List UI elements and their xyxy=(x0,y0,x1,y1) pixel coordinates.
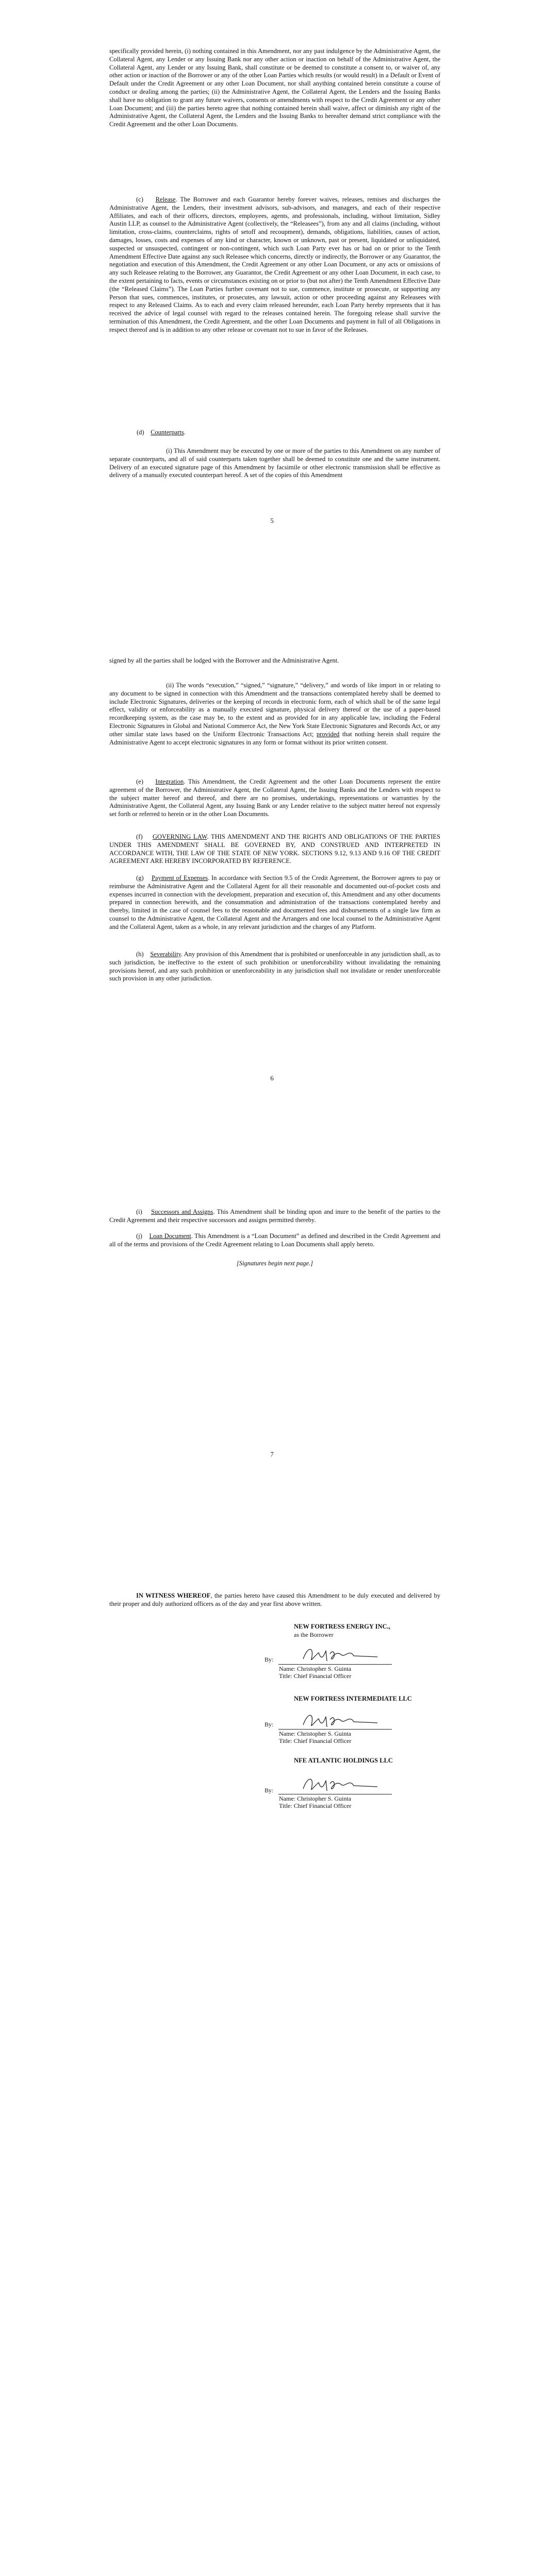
clause-heading: Release xyxy=(155,196,176,203)
clause-heading: Integration xyxy=(155,778,184,785)
handwritten-signature xyxy=(300,1709,383,1731)
page-number: 5 xyxy=(270,517,274,524)
paragraph-d-i: (i) This Amendment may be executed by one or more of the parties to this Amendment on any number of separate counterparts, and all of said counterparts taken together shall be deemed to constitute one and the same instrument. Delivery of an executed signature page of this Amendment by facsimile or other electronic transmission shall be effective as delivery of a manually executed counterpart hereof. A set of the copies of this Amendment xyxy=(109,447,440,479)
clause-heading: Counterparts xyxy=(151,429,184,436)
witness-paragraph xyxy=(109,1592,440,1608)
clause-text: . THIS AMENDMENT AND THE RIGHTS AND OBLIGATIONS OF THE PARTIES UNDER THIS AMENDMENT SHALL BE GOVERNED BY, AND CONSTRUED AND INTERPRETED IN ACCORDANCE WITH, THE LAW OF THE STATE OF NEW YORK. SECTIONS 9.12, 9.13 AND 9.16 OF THE CREDIT AGREEMENT ARE HEREBY INCORPORATED BY REFERENCE. xyxy=(109,833,440,865)
clause-heading: Successors and Assigns xyxy=(151,1208,213,1215)
paragraph-d-heading: (d) Counterparts. xyxy=(137,429,186,436)
paragraph-h-severability xyxy=(109,951,440,983)
clause-text: . Any provision of this Amendment that is prohibited or unenforceable in any jurisdiction shall, as to such jurisdiction, be ineffective to the extent of such prohibition or unenforceability without invalidating the remaining provisions hereof, and any such prohibition or unenforceability in any jurisdiction shall not invalidate or render unenforceable such provision in any other jurisdiction. xyxy=(109,951,440,982)
witness-heading: IN WITNESS WHEREOF xyxy=(136,1592,211,1599)
by-label: By: xyxy=(265,1656,274,1663)
signer-title: Title: Chief Financial Officer xyxy=(279,1802,352,1809)
clause-label: (g) xyxy=(136,874,144,882)
clause-text: . This Amendment, the Credit Agreement and the other Loan Documents represent the entire agreement of the Borrower, the Administrative Agent, the Collateral Agent, the Issuing Banks and the Lenders with respect to the subject matter hereof and thereof, and there are no promises, undertakings, representations or warranties by the Administrative Agent, the Collateral Agent, any Issuing Bank or any Lender relative to the subject matter hereof not expressly set forth or referred to herein or in the other Loan Documents. xyxy=(109,778,441,818)
clause-label: (f) xyxy=(136,833,143,840)
page-number: 7 xyxy=(270,1450,274,1458)
paragraph-d-continued: signed by all the parties shall be lodged with the Borrower and the Administrative Agent. xyxy=(109,657,339,664)
clause-heading: Payment of Expenses xyxy=(151,874,208,882)
paragraph-d-ii xyxy=(109,682,440,747)
clause-text: . The Borrower and each Guarantor hereby forever waives, releases, remises and discharges the Administrative Agent, the Lenders, their investment advisors, sub-advisors, and managers, and each of their respective Affiliates, and each of their officers, directors, employees, agents, and professionals, including, without limitation, Sidley Austin LLP, as counsel to the Administrative Agent (collectively, the “Releasees”), from any and all claims (including, without limitation, cross-claims, counterclaims, rights of setoff and recoupment), demands, obligations, liabilities, causes of action, damages, losses, costs and expenses of any kind or character, known or unknown, past or present, liquidated or unliquidated, suspected or unsuspected, contingent or non-contingent, which such Loan Party ever has or had on or prior to the Tenth Amendment Effective Date against any such Releasee which concerns, directly or indirectly, the Borrower or any Guarantor, the negotiation and execution of this Amendment, the Credit Agreement or any other Loan Document, or any acts or omissions of any such Releasee relating to the Borrower, any Guarantor, the Credit Agreement or any other Loan Document, in each case, to the extent pertaining to facts, events or circumstances existing on or prior to (but not after) the Tenth Amendment Effective Date (the “Released Claims”). The Loan Parties further covenant not to sue, commence, institute or prosecute, or supporting any Person that sues, commences, institutes, or prosecutes, any lawsuit, action or other proceeding against any Releasees with respect to any Released Claims. As to each and every claim released hereunder, each Loan Party hereby represents that it has received the advice of legal counsel with regard to the releases contained herein. The foregoing release shall survive the termination of this Amendment, the Credit Agreement, and the other Loan Documents and payment in full of all Obligations in respect thereof and is in addition to any other release or covenant not to sue in favor of the Releases. xyxy=(109,196,441,333)
clause-heading: GOVERNING LAW xyxy=(152,833,207,840)
signer-title: Title: Chief Financial Officer xyxy=(279,1737,352,1744)
paragraph-i-successors xyxy=(109,1208,440,1225)
clause-text: . This Amendment is a “Loan Document” as defined and described in the Credit Agreement and all of the terms and provisions of the Credit Agreement relating to Loan Documents shall apply hereto. xyxy=(109,1232,440,1248)
page-number: 6 xyxy=(270,1074,274,1082)
clause-heading: Loan Document xyxy=(149,1232,191,1240)
by-label: By: xyxy=(265,1721,274,1728)
paragraph-e-integration xyxy=(109,778,440,819)
paragraph-c-release xyxy=(109,196,440,334)
clause-label: (i) xyxy=(136,1208,142,1215)
entity-name: NEW FORTRESS ENERGY INC., xyxy=(294,1623,390,1630)
clause-text: that nothing herein shall require the Administrative Agent to accept electronic signatures in any form or format without its prior written consent. xyxy=(109,730,440,746)
handwritten-signature xyxy=(300,1773,383,1795)
entity-role: as the Borrower xyxy=(294,1631,334,1638)
signatures-begin-note: [Signatures begin next page.] xyxy=(236,1260,314,1267)
signer-name: Name: Christopher S. Guinta xyxy=(279,1730,351,1737)
paragraph-j-loan-document xyxy=(109,1232,440,1249)
signer-name: Name: Christopher S. Guinta xyxy=(279,1795,351,1802)
paragraph-b-continued: specifically provided herein, (i) nothing contained in this Amendment, nor any past indulgence by the Administrative Agent, the Collateral Agent, any Lender or any Issuing Bank nor any other action or inaction on behalf of the Administrative Agent, the Collateral Agent, any Lender or any Issuing Bank, shall constitute or be deemed to constitute a consent to, or waiver of, any other action or inaction of the Borrower or any of the other Loan Parties which results (or would result) in a Default or Event of Default under the Credit Agreement or any other Loan Document, nor shall anything contained herein constitute a course of conduct or dealing among the parties; (ii) the Administrative Agent, the Collateral Agent, the Lenders and the Issuing Banks shall have no obligation to grant any future waivers, consents or amendments with respect to the Credit Agreement or any other Loan Document; and (iii) the parties hereto agree that nothing contained herein shall waive, affect or diminish any right of the Administrative Agent, the Collateral Agent, the Lenders and the Issuing Banks to hereafter demand strict compliance with the Credit Agreement and the other Loan Documents. xyxy=(109,47,440,128)
clause-text: . In accordance with Section 9.5 of the Credit Agreement, the Borrower agrees to pay or reimburse the Administrative Agent and the Collateral Agent for all their reasonable and documented out-of-pocket costs and expenses incurred in connection with the development, preparation and execution of, this Amendment and any other documents prepared in connection herewith, and the consummation and administration of the transactions contemplated hereby and thereby, limited in the case of counsel fees to the reasonable and documented fees and disbursements of a single law firm as counsel to the Administrative Agent, the Collateral Agent and the Arrangers and one local counsel to the Administrative Agent and the Collateral Agent, taken as a whole, in any relevant jurisdiction and the charges of any Platform. xyxy=(109,874,440,930)
by-label: By: xyxy=(265,1787,274,1794)
clause-text: . This Amendment shall be binding upon and inure to the benefit of the parties to the Credit Agreement and their respective successors and assigns permitted thereby. xyxy=(109,1208,441,1224)
signature-line xyxy=(278,1664,392,1665)
clause-label: (j) xyxy=(136,1232,142,1240)
clause-text: (ii) The words “execution,” “signed,” “signature,” “delivery,” and words of like import in or relating to any document to be signed in connection with this Amendment and the transactions contemplated hereby shall be deemed to include Electronic Signatures, deliveries or the keeping of records in electronic form, each of which shall be of the same legal effect, validity or enforceability as a manually executed signature, physical delivery thereof or the use of a paper-based recordkeeping system, as the case may be, to the extent and as provided for in any applicable law, including the Federal Electronic Signatures in Global and National Commerce Act, the New York State Electronic Signatures and Records Act, or any other similar state laws based on the Uniform Electronic Transactions Act; xyxy=(109,682,440,738)
entity-name: NEW FORTRESS INTERMEDIATE LLC xyxy=(294,1695,412,1702)
witness-text: , the parties hereto have caused this Amendment to be duly executed and delivered by their proper and duly authorized officers as of the day and year first above written. xyxy=(109,1592,440,1607)
entity-name: NFE ATLANTIC HOLDINGS LLC xyxy=(294,1757,393,1764)
clause-label: (e) xyxy=(136,778,143,785)
handwritten-signature xyxy=(300,1643,383,1665)
clause-label: (c) xyxy=(136,196,143,203)
clause-label: (d) xyxy=(137,429,144,436)
signer-name: Name: Christopher S. Guinta xyxy=(279,1665,351,1672)
clause-heading: Severability xyxy=(150,951,181,958)
signature-line xyxy=(278,1729,392,1730)
paragraph-g-expenses xyxy=(109,874,440,931)
paragraph-f-governing-law xyxy=(109,833,440,866)
provided-term: provided xyxy=(316,730,340,738)
clause-label: (h) xyxy=(136,951,144,958)
signer-title: Title: Chief Financial Officer xyxy=(279,1672,352,1680)
